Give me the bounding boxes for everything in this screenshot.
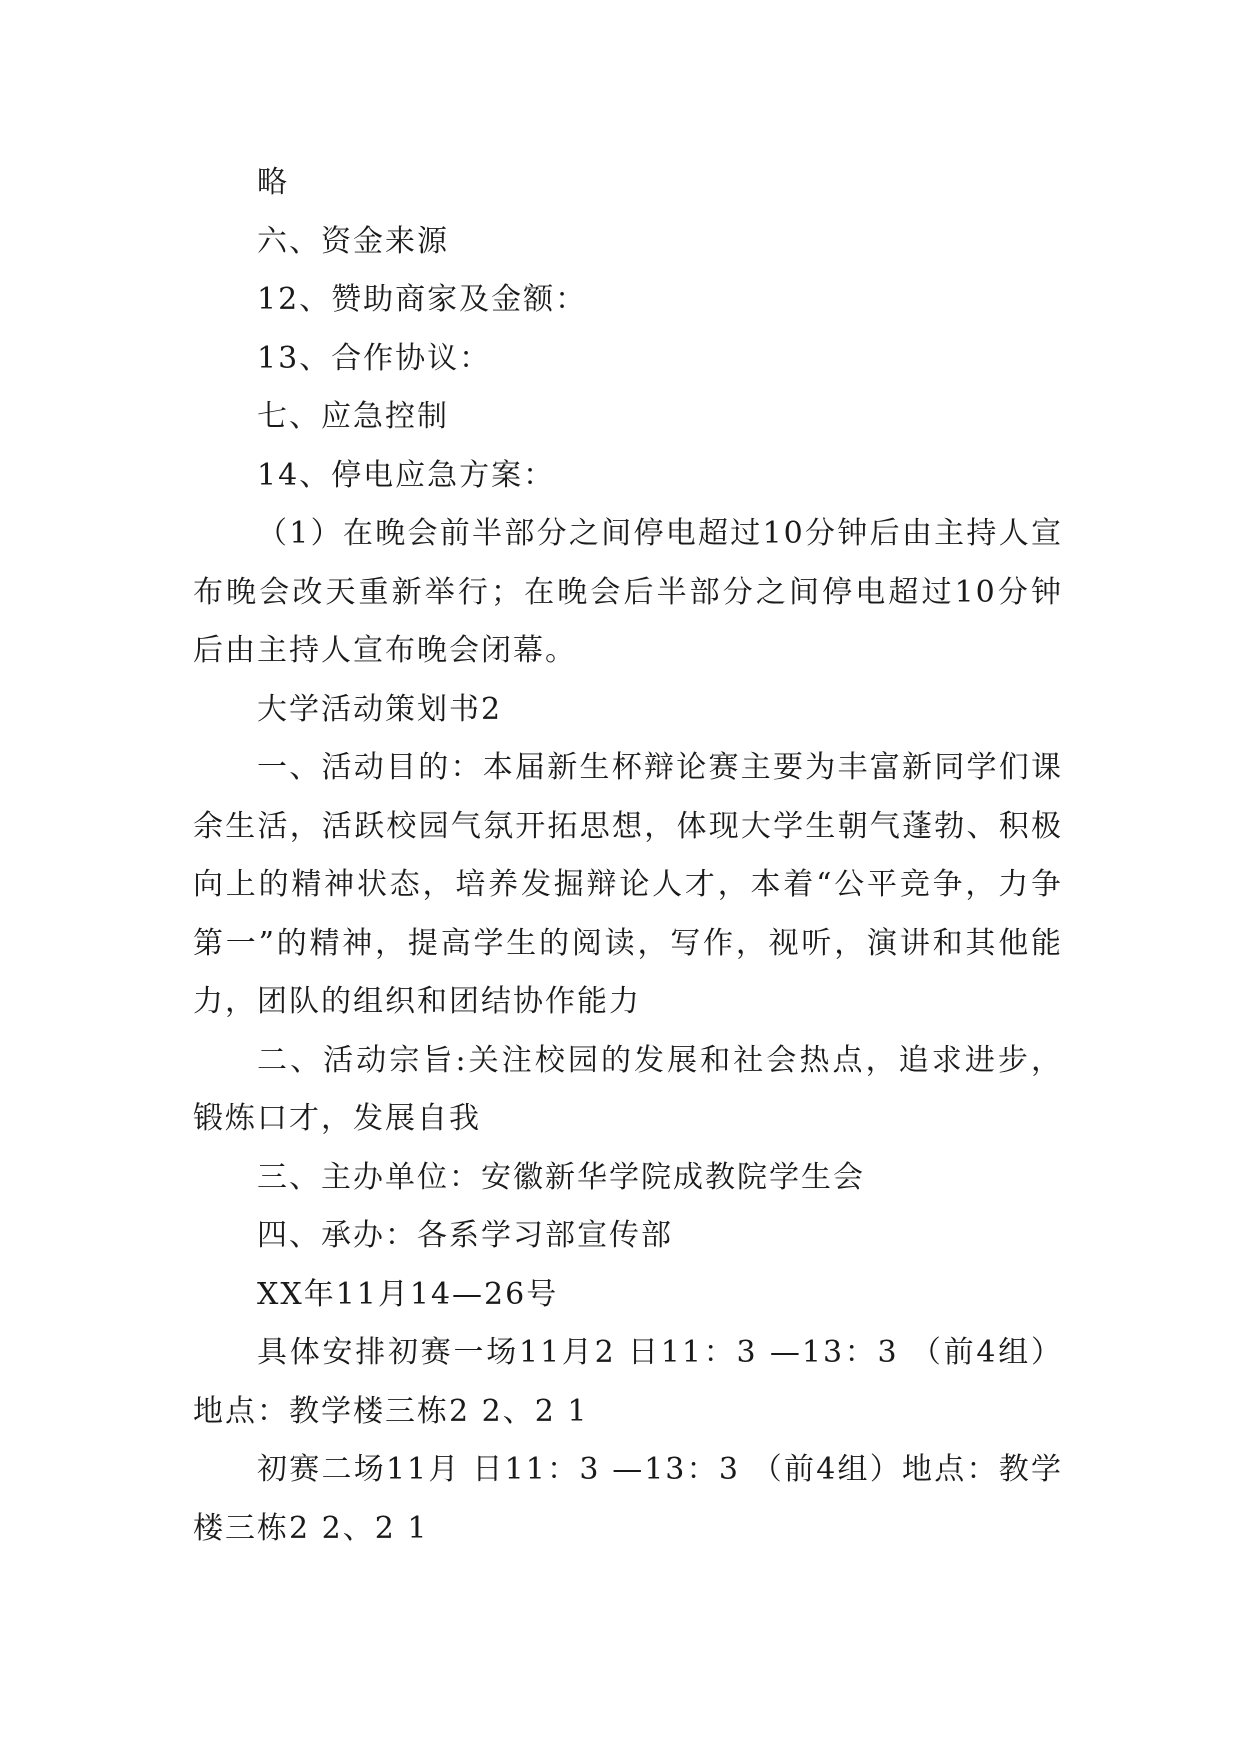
item-power-outage-plan: 14、停电应急方案： [257,457,556,493]
section-title-plan-2: 大学活动策划书2 [257,691,503,727]
paragraph-date-range: XX年11月14—26号 [257,1276,559,1312]
paragraph-organizer: 三、主办单位：安徽新华学院成教院学生会 [257,1159,865,1195]
paragraph-activity-aim: 二、活动宗旨:关注校园的发展和社会热点，追求进步，锻炼口才，发展自我 [193,1042,1063,1136]
paragraph-schedule-round-2: 初赛二场11月 日11：3 —13：3 （前4组）地点：教学楼三栋2 2、2 1 [193,1452,1063,1546]
paragraph-co-organizer: 四、承办：各系学习部宣传部 [257,1218,673,1253]
item-sponsors: 12、赞助商家及金额： [257,282,588,317]
document-body [193,154,1063,1558]
paragraph-activity-purpose: 一、活动目的：本届新生杯辩论赛主要为丰富新同学们课余生活，活跃校园气氛开拓思想，体现大学生朝气蓬勃、积极向上的精神状态，培养发掘辩论人才，本着“公平竞争，力争第一”的精神，提高学生的阅读，写作，视听，演讲和其他能力，团队的组织和团结协作能力 [193,750,1063,1019]
paragraph-schedule-round-1: 具体安排初赛一场11月2 日11：3 —13：3 （前4组）地点：教学楼三栋2 2、2 1 [193,1335,1063,1429]
paragraph-power-outage-detail: （1）在晚会前半部分之间停电超过10分钟后由主持人宣布晚会改天重新举行；在晚会后半部分之间停电超过10分钟后由主持人宣布晚会闭幕。 [193,516,1063,668]
item-cooperation-agreement: 13、合作协议： [257,340,492,376]
paragraph-omitted: 略 [257,165,289,200]
heading-emergency-control: 七、应急控制 [257,399,449,434]
heading-funding-source: 六、资金来源 [257,223,449,259]
